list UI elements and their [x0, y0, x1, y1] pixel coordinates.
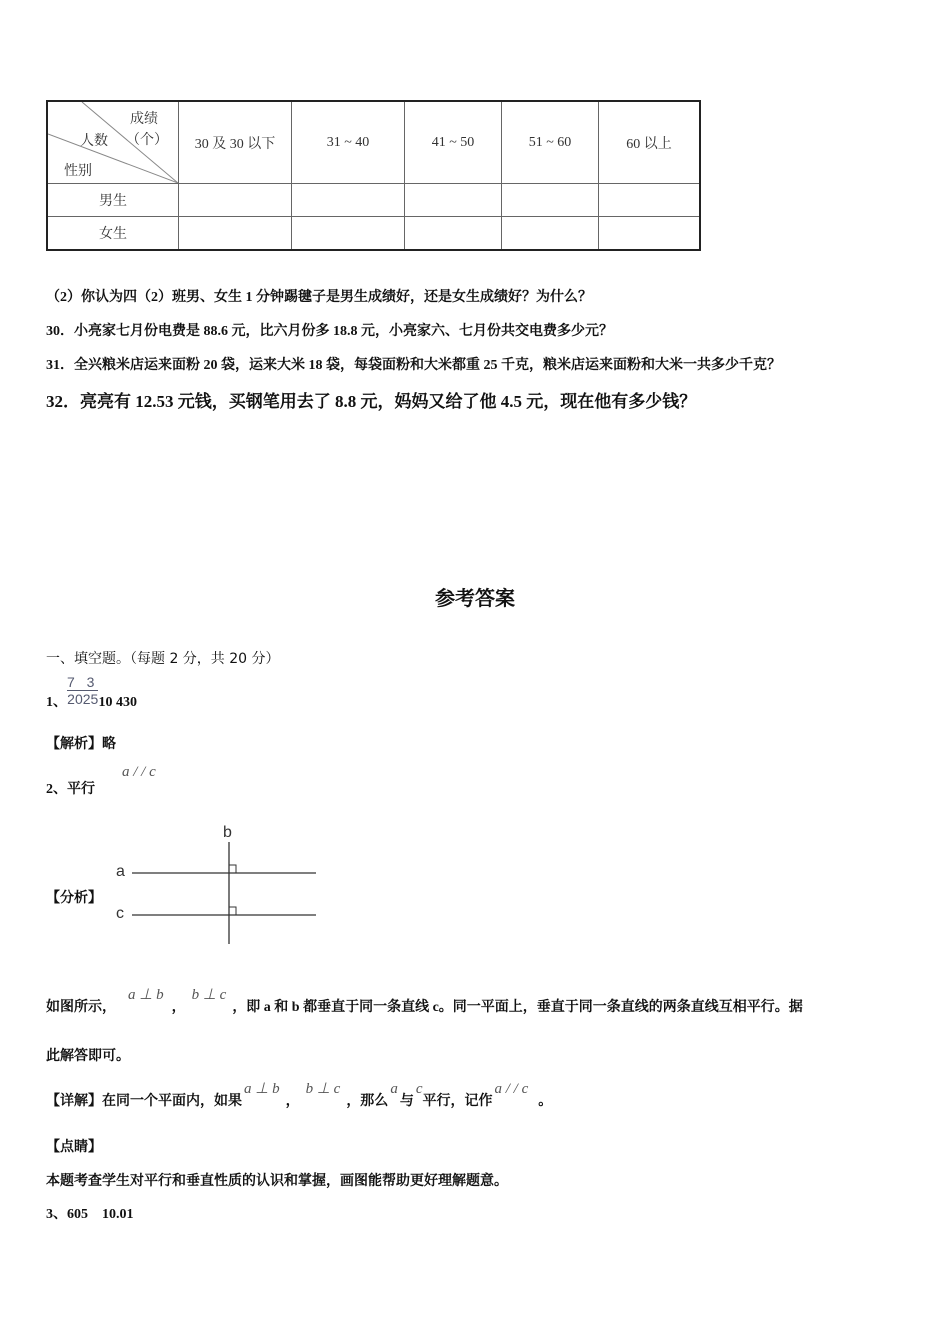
section-1-heading: 一、填空题。（每题 2 分，共 20 分） — [46, 651, 280, 667]
table-cell — [179, 217, 292, 251]
table-cell — [599, 217, 701, 251]
math-a-parallel-c: a / / c — [494, 1081, 529, 1097]
detail-end: 。 — [538, 1094, 553, 1109]
answer-2-detail — [46, 1081, 553, 1110]
fraction-numerator: 7 3 — [67, 674, 99, 690]
column-header: 51 ~ 60 — [502, 101, 599, 184]
parallel-lines-figure — [110, 822, 320, 947]
corner-unit-label: （个） — [126, 133, 168, 148]
column-header: 41 ~ 50 — [405, 101, 502, 184]
separator: ， — [285, 1094, 300, 1109]
table-cell — [599, 184, 701, 217]
answer-2-math: a / / c — [122, 764, 156, 780]
math-c: c — [415, 1081, 423, 1097]
math-b-perp-c: b ⊥ c — [305, 1081, 341, 1097]
answer-1-fraction — [67, 674, 98, 707]
table-header-row — [47, 101, 700, 184]
math-b-perp-c: b ⊥ c — [191, 987, 227, 1003]
diagonal-header-cell — [47, 101, 179, 184]
answer-2-point: 本题考查学生对平行和垂直性质的认识和掌握，画图能帮助更好理解题意。 — [46, 1174, 508, 1189]
detail-then: ，那么 — [346, 1094, 389, 1109]
table-cell — [179, 184, 292, 217]
question-30: 30．小亮家七月份电费是 88.6 元，比六月份多 18.8 元，小亮家六、七月份共交电费多少元？ — [46, 324, 613, 339]
detail-label: 【详解】在同一个平面内，如果 — [46, 1094, 242, 1109]
table-cell — [502, 217, 599, 251]
corner-score-label: 成绩 — [130, 112, 158, 127]
explain-start: 如图所示， — [46, 1000, 116, 1015]
row-label: 女生 — [47, 217, 179, 251]
math-a: a — [390, 1081, 398, 1097]
figure-label-c: c — [116, 905, 124, 922]
answer-2-explanation — [46, 987, 803, 1016]
table-cell — [292, 184, 405, 217]
table-cell — [405, 184, 502, 217]
answer-2-explanation-line2: 此解答即可。 — [46, 1049, 130, 1064]
math-a-perp-b: a ⊥ b — [244, 1081, 280, 1097]
column-header: 60 以上 — [599, 101, 701, 184]
question-31: 31．全兴粮米店运来面粉 20 袋，运来大米 18 袋，每袋面粉和大米都重 25 千克，粮米店运来面粉和大米一共多少千克？ — [46, 358, 781, 373]
row-label: 男生 — [47, 184, 179, 217]
answers-title: 参考答案 — [435, 586, 515, 610]
answer-1-rest: 10 430 — [98, 694, 137, 710]
corner-gender-label: 性别 — [64, 164, 92, 179]
question-32: 32．亮亮有 12.53 元钱，买钢笔用去了 8.8 元，妈妈又给了他 4.5 元，现在他有多少钱？ — [46, 392, 697, 411]
math-a-perp-b: a ⊥ b — [128, 987, 164, 1003]
figure-lines — [110, 822, 320, 947]
table-row — [47, 184, 700, 217]
answer-1 — [46, 670, 137, 710]
detail-parallel: 平行，记作 — [422, 1094, 493, 1109]
answer-2-prefix: 2、平行 — [46, 782, 95, 797]
table-row — [47, 217, 700, 251]
question-29-part-2: （2）你认为四（2）班男、女生 1 分钟踢毽子是男生成绩好，还是女生成绩好？为什么？ — [46, 290, 592, 305]
figure-label-a: a — [116, 863, 125, 880]
table-cell — [502, 184, 599, 217]
corner-count-label: 人数 — [80, 134, 108, 149]
column-header: 31 ~ 40 — [292, 101, 405, 184]
score-table — [46, 100, 701, 251]
explain-end: ，即 a 和 b 都垂直于同一条直线 c。同一平面上，垂直于同一条直线的两条直线互相平行。据 — [232, 1000, 803, 1015]
answer-2-point-label: 【点睛】 — [46, 1140, 102, 1155]
figure-label-b: b — [223, 824, 232, 841]
table-cell — [405, 217, 502, 251]
answer-2-analysis-label: 【分析】 — [46, 891, 102, 906]
table-cell — [292, 217, 405, 251]
answer-3: 3、605 10.01 — [46, 1207, 134, 1222]
detail-with: 与 — [399, 1094, 414, 1109]
fraction-denominator: 2025 — [67, 691, 99, 707]
column-header: 30 及 30 以下 — [179, 101, 292, 184]
answer-1-prefix: 1、 — [46, 694, 67, 710]
separator: ， — [171, 1000, 186, 1015]
answer-1-analysis: 【解析】略 — [46, 737, 116, 752]
